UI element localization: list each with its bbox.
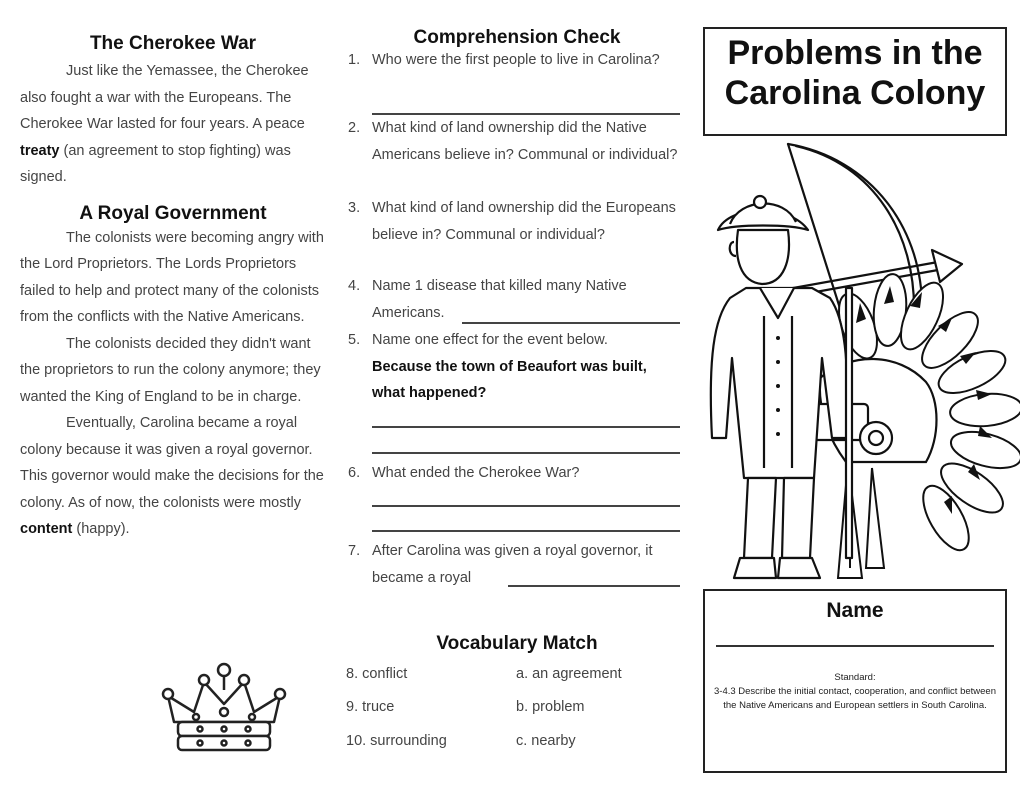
royal-paragraph-1: The colonists were becoming angry with the Lord Proprietors. The Lords Proprietors failed to help and protect many of the colonists from the conflicts with the Native Americans.	[20, 229, 324, 325]
crown-icon	[160, 660, 288, 756]
answer-line[interactable]	[508, 585, 680, 587]
answer-line[interactable]	[462, 322, 680, 324]
question-1: 1. Who were the first people to live in Carolina?	[348, 52, 660, 68]
name-label: Name	[826, 599, 884, 622]
title-box	[703, 27, 1007, 136]
standard-text: 3-4.3 Describe the initial contact, cooperation, and conflict between the Native Americans and European settlers in South Carolina.	[714, 685, 996, 711]
royal-government-heading: A Royal Government	[79, 202, 267, 224]
vocab-def-c: c. nearby	[516, 733, 576, 749]
answer-line[interactable]	[372, 505, 680, 507]
royal-paragraph-3: Eventually, Carolina became a royal colony because it was given a royal governor. This governor would make the decisions for the colony. As of now, the colonists were mostly content (happy).	[20, 415, 324, 537]
middle-panel	[346, 0, 688, 796]
treaty-term: treaty	[20, 142, 60, 159]
name-line[interactable]	[716, 645, 994, 647]
page-title: Problems in the Carolina Colony	[724, 34, 986, 112]
vocab-term-9: 9. truce	[346, 699, 395, 715]
vocabulary-heading: Vocabulary Match	[436, 633, 598, 654]
standard-label: Standard:	[834, 671, 876, 683]
answer-line[interactable]	[372, 452, 680, 454]
vocab-def-a: a. an agreement	[516, 666, 622, 682]
vocab-term-8: 8. conflict	[346, 666, 408, 682]
content-term: content	[20, 521, 73, 537]
vocab-term-10: 10. surrounding	[346, 733, 447, 749]
question-2: 2. What kind of land ownership did the Native Americans believe in? Communal or individual?	[348, 120, 678, 163]
question-3: 3. What kind of land ownership did the Europeans believe in? Communal or individual?	[348, 200, 676, 243]
question-5: 5. Name one effect for the event below. Because the town of Beaufort was built, what happened?	[346, 327, 682, 407]
royal-paragraph-2: The colonists decided they didn't want the proprietors to run the colony anymore; they wanted the King of England to be in charge.	[20, 335, 321, 405]
cherokee-war-heading: The Cherokee War	[89, 33, 257, 54]
vocab-def-b: b. problem	[516, 699, 585, 715]
answer-line[interactable]	[372, 426, 680, 428]
answer-line[interactable]	[372, 530, 680, 532]
name-box	[703, 589, 1007, 773]
question-5-event: Because the town of Beaufort was built, what happened?	[372, 358, 647, 401]
cherokee-war-paragraph: Just like the Yemassee, the Cherokee also fought a war with the Europeans. The Cherokee War lasted for four years. A peace treaty (an agreement to stop fighting) was signed.	[20, 63, 309, 185]
comprehension-heading: Comprehension Check	[413, 27, 621, 48]
question-4: 4. Name 1 disease that killed many Native Americans.	[348, 278, 627, 321]
soldier-and-headdress-illustration	[700, 138, 1020, 586]
left-panel	[20, 0, 326, 543]
question-7: 7. After Carolina was given a royal governor, it became a royal	[348, 543, 653, 586]
question-6: 6. What ended the Cherokee War?	[348, 465, 580, 481]
